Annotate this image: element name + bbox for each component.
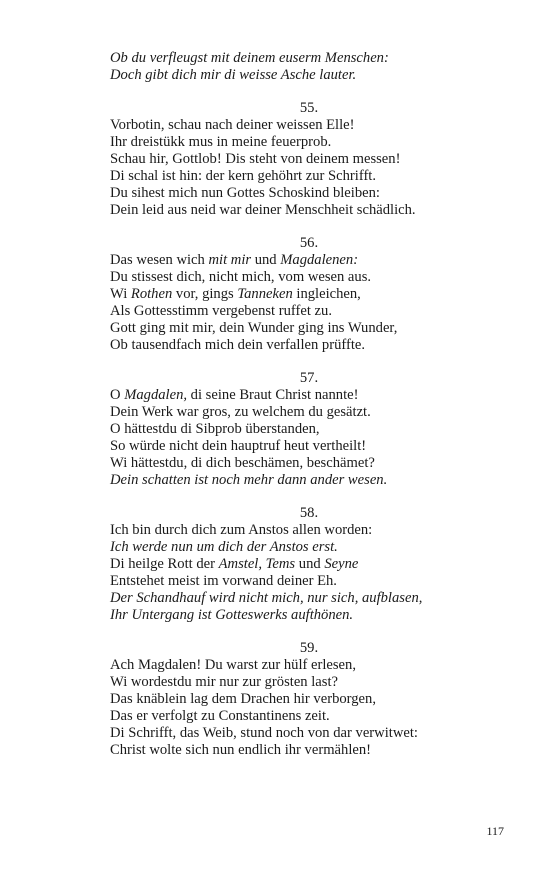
text-segment: und xyxy=(251,252,281,268)
verse-line xyxy=(110,607,470,624)
text-segment: Gott ging mit mir, dein Wunder ging ins Wunder, xyxy=(110,320,398,336)
verse-line xyxy=(110,708,470,725)
verse-line xyxy=(110,455,470,472)
verse-line xyxy=(110,590,470,607)
stanza xyxy=(110,370,470,489)
verse-line xyxy=(110,286,470,303)
text-segment: Ihr dreistükk mus in meine feuerprob. xyxy=(110,134,332,150)
text-segment: Di Schrifft, das Weib, stund noch von dar verwitwet: xyxy=(110,725,418,741)
text-segment: Das er verfolgt zu Constantinens zeit. xyxy=(110,708,330,724)
text-segment: Wi hättestdu, di dich beschämen, beschämet? xyxy=(110,455,375,471)
verse-line xyxy=(110,438,470,455)
italic-text: Doch gibt dich mir di weisse Asche lauter. xyxy=(110,67,357,83)
text-segment: Dein leid aus neid war deiner Menschheit schädlich. xyxy=(110,202,416,218)
page-number: 117 xyxy=(486,824,504,838)
text-segment: Das knäblein lag dem Drachen hir verborgen, xyxy=(110,691,376,707)
italic-text: Ob du verfleugst mit deinem euserm Menschen: xyxy=(110,50,389,66)
opening-lines xyxy=(110,50,470,84)
stanza-number: 57. xyxy=(299,370,319,386)
text-segment: vor, gings xyxy=(172,286,238,302)
text-segment: Schau hir, Gottlob! Dis steht von deinem messen! xyxy=(110,151,401,167)
text-segment: Entstehet meist im vorwand deiner Eh. xyxy=(110,573,337,589)
verse-line xyxy=(110,387,470,404)
verse-line xyxy=(110,674,470,691)
text-segment: Ach Magdalen! Du warst zur hülf erlesen, xyxy=(110,657,356,673)
verse-line xyxy=(110,472,470,489)
italic-text: Der Schandhauf wird nicht mich, nur sich, aufblasen, xyxy=(110,590,423,606)
text-segment: Das wesen wich xyxy=(110,252,209,268)
text-segment: Als Gottesstimm vergebenst ruffet zu. xyxy=(110,303,332,319)
text-segment: Ich bin durch dich zum Anstos allen worden: xyxy=(110,522,373,538)
text-segment: Christ wolte sich nun endlich ihr vermählen! xyxy=(110,742,372,758)
verse-line xyxy=(110,539,470,556)
verse-line xyxy=(110,134,470,151)
verse-line xyxy=(110,522,470,539)
verse-line xyxy=(110,168,470,185)
italic-text: mit mir xyxy=(208,252,252,268)
verse-line xyxy=(110,151,470,168)
text-segment: Wi xyxy=(110,286,131,302)
text-segment: und xyxy=(295,556,325,572)
stanza xyxy=(110,235,470,354)
stanza-number: 55. xyxy=(299,100,319,116)
verse-line xyxy=(110,556,470,573)
verse-line xyxy=(110,50,470,67)
stanza xyxy=(110,505,470,624)
poem-text xyxy=(110,50,470,775)
italic-text: Magdalen, xyxy=(124,387,188,403)
verse-line xyxy=(110,185,470,202)
verse-line xyxy=(110,404,470,421)
verse-line xyxy=(110,320,470,337)
verse-line xyxy=(110,691,470,708)
text-segment: Du stissest dich, nicht mich, vom wesen aus. xyxy=(110,269,372,285)
verse-line xyxy=(110,202,470,219)
stanza-number: 59. xyxy=(299,640,319,656)
stanza-number: 56. xyxy=(299,235,319,251)
text-segment: Du sihest mich nun Gottes Schoskind bleiben: xyxy=(110,185,380,201)
text-segment: Di heilge Rott der xyxy=(110,556,219,572)
italic-text: Magdalenen: xyxy=(280,252,359,268)
verse-line xyxy=(110,657,470,674)
text-segment: Di schal ist hin: der kern gehöhrt zur Schrifft. xyxy=(110,168,377,184)
stanza xyxy=(110,100,470,219)
stanza-number: 58. xyxy=(299,505,319,521)
text-segment: O hättestdu di Sibprob überstanden, xyxy=(110,421,320,437)
text-segment: Wi wordestdu mir nur zur grösten last? xyxy=(110,674,338,690)
verse-line xyxy=(110,252,470,269)
verse-line xyxy=(110,742,470,759)
verse-line xyxy=(110,303,470,320)
text-segment: di seine Braut Christ nannte! xyxy=(187,387,359,403)
verse-line xyxy=(110,67,470,84)
text-segment: Vorbotin, schau nach deiner weissen Elle! xyxy=(110,117,355,133)
italic-text: Amstel, Tems xyxy=(218,556,296,572)
italic-text: Rothen xyxy=(130,286,173,302)
italic-text: Ihr Untergang ist Gotteswerks aufthönen. xyxy=(110,607,354,623)
text-segment: Dein Werk war gros, zu welchem du gesätzt. xyxy=(110,404,371,420)
text-segment: ingleichen, xyxy=(292,286,361,302)
verse-line xyxy=(110,421,470,438)
verse-line xyxy=(110,337,470,354)
stanza-list xyxy=(110,100,470,759)
verse-line xyxy=(110,117,470,134)
text-segment: So würde nicht dein hauptruf heut vertheilt! xyxy=(110,438,367,454)
italic-text: Tanneken xyxy=(237,286,293,302)
stanza xyxy=(110,640,470,759)
text-segment: O xyxy=(110,387,125,403)
verse-line xyxy=(110,725,470,742)
verse-line xyxy=(110,269,470,286)
italic-text: Ich werde nun um dich der Anstos erst. xyxy=(110,539,338,555)
italic-text: Dein schatten ist noch mehr dann ander wesen. xyxy=(110,472,388,488)
text-segment: Ob tausendfach mich dein verfallen prüffte. xyxy=(110,337,366,353)
italic-text: Seyne xyxy=(324,556,359,572)
verse-line xyxy=(110,573,470,590)
